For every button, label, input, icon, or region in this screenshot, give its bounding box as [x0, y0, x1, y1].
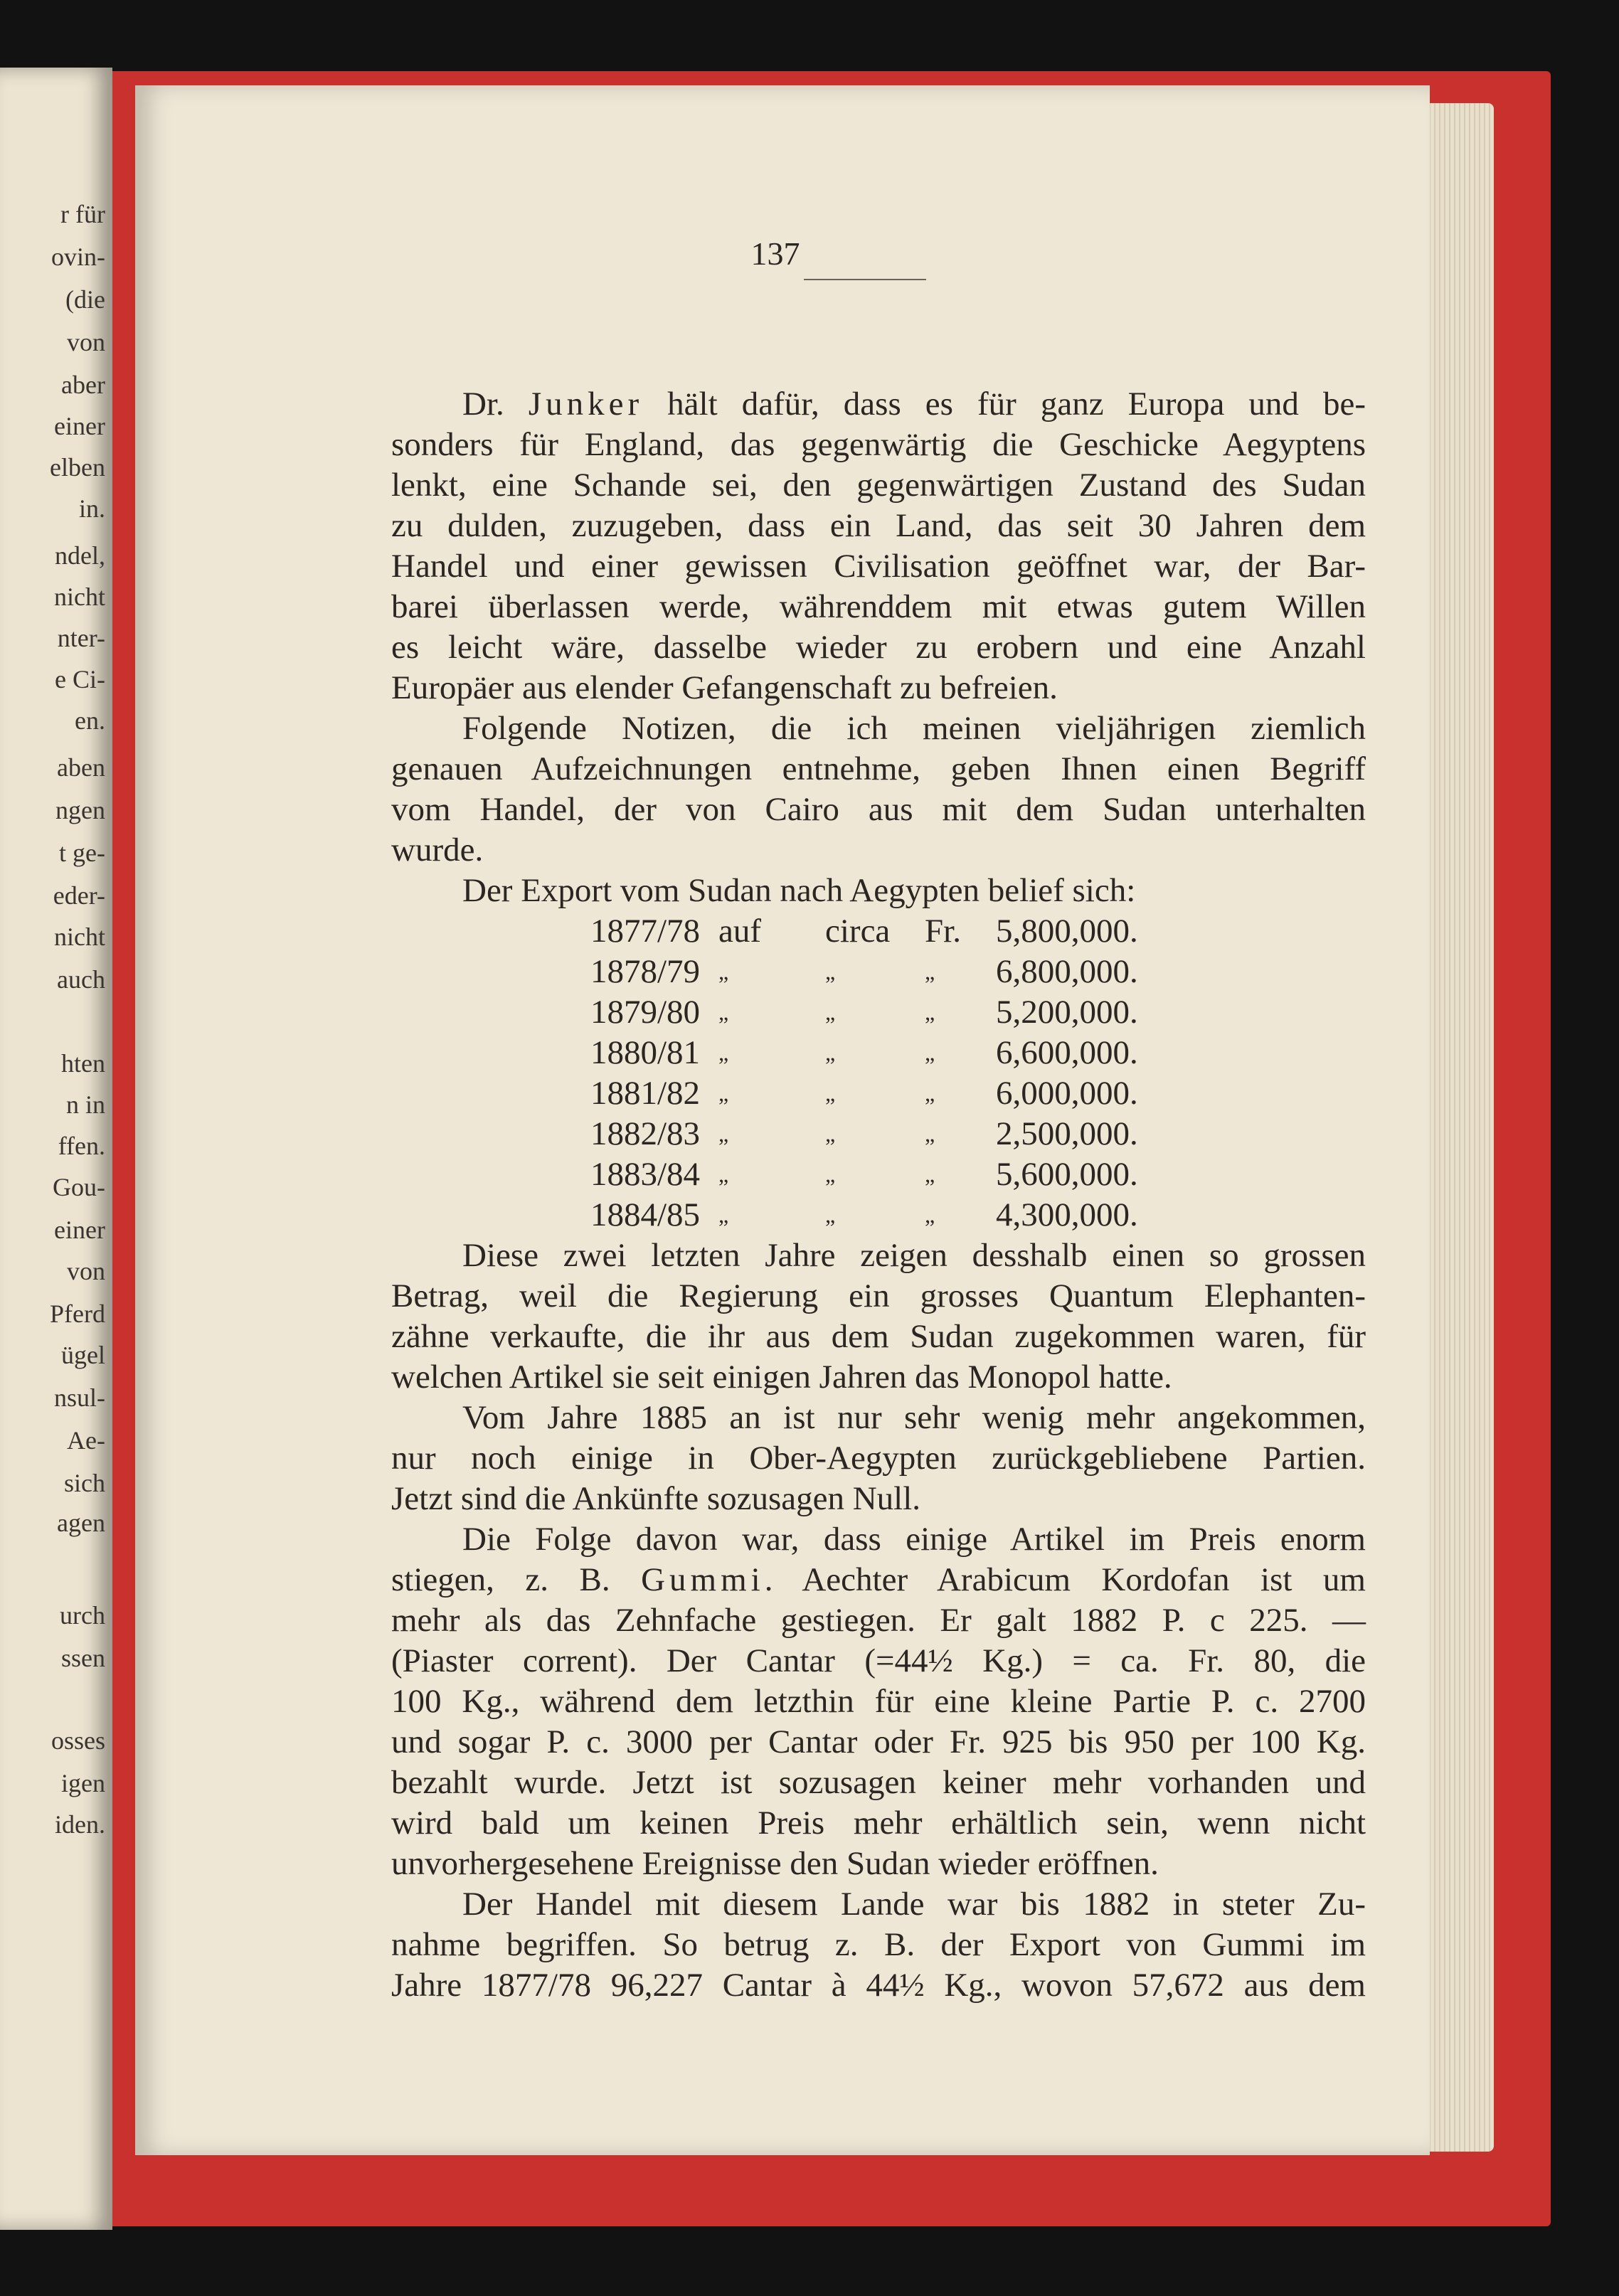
left-page-fragment: Ae- — [67, 1426, 105, 1455]
left-page-fragment: n in — [65, 1090, 105, 1119]
left-page-fragment: auch — [57, 965, 105, 994]
page-number: 137 — [750, 235, 800, 272]
text-line: wurde. — [391, 831, 484, 868]
left-page-fragment: osses — [51, 1726, 105, 1755]
export-cell-c2: „ — [825, 999, 836, 1025]
export-cell-c1: „ — [718, 1080, 729, 1106]
export-cell-c3: „ — [925, 999, 935, 1025]
export-row — [391, 1114, 1366, 1154]
paragraph-4 — [391, 1398, 1366, 1519]
export-cell-c3: „ — [925, 959, 935, 984]
left-page-fragment: nsul- — [54, 1383, 105, 1412]
export-cell-c1: „ — [718, 999, 729, 1025]
export-cell-amount: 5,800,000. — [996, 913, 1138, 950]
text-line: stiegen, z. B. Gummi. Aechter Arabicum Kordofan ist um — [391, 1561, 1366, 1598]
left-page-fragment: aber — [61, 371, 105, 399]
left-page-fragment: e Ci- — [55, 665, 105, 693]
text-line: Der Handel mit diesem Lande war bis 1882 in steter Zu- — [462, 1886, 1366, 1923]
text-line: zu dulden, zuzugeben, dass ein Land, das seit 30 Jahren dem — [391, 507, 1366, 544]
export-cell-c1: „ — [718, 1121, 729, 1147]
text-line: barei überlassen werde, währenddem mit etwas gutem Willen — [391, 588, 1366, 625]
export-cell-c3: „ — [925, 1121, 935, 1147]
left-page-fragment: agen — [57, 1509, 105, 1537]
text-line: Jahre 1877/78 96,227 Cantar à 44½ Kg., wovon 57,672 aus dem — [391, 1967, 1366, 2004]
text-line: wird bald um keinen Preis mehr erhältlich sein, wenn nicht — [391, 1805, 1366, 1841]
export-cell-c2: „ — [825, 1121, 836, 1147]
left-page-fragment: nicht — [54, 923, 105, 951]
text-line: Handel und einer gewissen Civilisation geöffnet war, der Bar- — [391, 548, 1366, 585]
page-text — [391, 384, 1366, 2006]
text-line: genauen Aufzeichnungen entnehme, geben Ihnen einen Begriff — [391, 750, 1366, 787]
export-cell-amount: 4,300,000. — [996, 1196, 1138, 1233]
export-cell-c3: „ — [925, 1162, 935, 1187]
export-cell-year: 1882/83 — [590, 1115, 701, 1152]
paragraph-3 — [391, 1235, 1366, 1398]
left-page-fragment: en. — [75, 706, 105, 735]
export-cell-year: 1883/84 — [590, 1156, 701, 1193]
paragraph-5 — [391, 1519, 1366, 1884]
left-page-fragment: eder- — [53, 881, 105, 910]
export-cell-year: 1884/85 — [590, 1196, 701, 1233]
left-facing-page — [0, 68, 112, 2230]
left-page-fragment: ffen. — [58, 1132, 105, 1160]
export-cell-amount: 6,600,000. — [996, 1034, 1138, 1071]
export-cell-c2: „ — [825, 1040, 836, 1065]
export-cell-year: 1879/80 — [590, 994, 701, 1031]
export-cell-c2: „ — [825, 1202, 836, 1228]
left-page-fragment: von — [67, 1257, 105, 1285]
text-line: nahme begriffen. So betrug z. B. der Export von Gummi im — [391, 1926, 1366, 1963]
export-cell-year: 1880/81 — [590, 1034, 701, 1071]
export-row — [391, 1033, 1366, 1073]
left-page-fragment: ovin- — [51, 243, 105, 271]
table-intro: Der Export vom Sudan nach Aegypten belief sich: — [462, 872, 1136, 909]
text-line: und sogar P. c. 3000 per Cantar oder Fr. 925 bis 950 per 100 Kg. — [391, 1723, 1366, 1760]
export-cell-c2: circa — [825, 913, 891, 950]
export-cell-c1: „ — [718, 1162, 729, 1187]
export-cell-c1: auf — [718, 913, 762, 950]
export-cell-c2: „ — [825, 959, 836, 984]
export-cell-c1: „ — [718, 1202, 729, 1228]
left-page-fragment: einer — [54, 412, 105, 440]
export-cell-c1: „ — [718, 1040, 729, 1065]
left-page-fragment: in. — [78, 494, 105, 523]
export-row — [391, 952, 1366, 992]
text-line: Jetzt sind die Ankünfte sozusagen Null. — [391, 1480, 921, 1517]
text-line: Diese zwei letzten Jahre zeigen desshalb einen so grossen — [462, 1237, 1366, 1274]
export-cell-amount: 6,800,000. — [996, 953, 1138, 990]
text-line: bezahlt wurde. Jetzt ist sozusagen keiner mehr vorhanden und — [391, 1764, 1366, 1801]
export-cell-amount: 5,200,000. — [996, 994, 1138, 1031]
export-cell-year: 1881/82 — [590, 1075, 701, 1112]
export-cell-amount: 6,000,000. — [996, 1075, 1138, 1112]
text-line: Die Folge davon war, dass einige Artikel im Preis enorm — [462, 1521, 1366, 1558]
left-page-fragment: hten — [61, 1049, 105, 1078]
left-page-fragment: elben — [50, 453, 105, 482]
export-row — [391, 992, 1366, 1033]
text-line: Folgende Notizen, die ich meinen vieljährigen ziemlich — [462, 710, 1366, 747]
text-line: Dr. Junker hält dafür, dass es für ganz Europa und be- — [462, 386, 1366, 422]
paragraph-6 — [391, 1884, 1366, 2006]
left-page-fragment: t ge- — [59, 839, 105, 867]
export-row — [391, 1154, 1366, 1195]
text-line: lenkt, eine Schande sei, den gegenwärtigen Zustand des Sudan — [391, 467, 1366, 504]
export-row — [391, 911, 1366, 952]
export-cell-amount: 2,500,000. — [996, 1115, 1138, 1152]
export-cell-c2: „ — [825, 1080, 836, 1106]
text-line: Europäer aus elender Gefangenschaft zu befreien. — [391, 669, 1058, 706]
export-cell-c3: Fr. — [925, 913, 961, 950]
text-line: nur noch einige in Ober-Aegypten zurückgebliebene Partien. — [391, 1440, 1366, 1477]
text-line: Betrag, weil die Regierung ein grosses Quantum Elephanten- — [391, 1277, 1366, 1314]
text-line: (Piaster corrent). Der Cantar (=44½ Kg.) = ca. Fr. 80, die — [391, 1642, 1366, 1679]
left-page-fragment: Pferd — [50, 1300, 105, 1328]
export-cell-c1: „ — [718, 959, 729, 984]
left-page-fragment: einer — [54, 1216, 105, 1244]
export-table — [391, 911, 1366, 1235]
text-line: Vom Jahre 1885 an ist nur sehr wenig mehr angekommen, — [462, 1399, 1366, 1436]
text-line: mehr als das Zehnfache gestiegen. Er galt 1882 P. c 225. — — [391, 1602, 1366, 1639]
text-line: zähne verkaufte, die ihr aus dem Sudan zugekommen waren, für — [391, 1318, 1366, 1355]
left-page-fragment: von — [67, 328, 105, 356]
left-page-fragment: sich — [64, 1469, 105, 1497]
left-page-fragment: r für — [60, 200, 105, 228]
left-page-fragment: ssen — [61, 1644, 105, 1672]
left-page-fragment: ngen — [55, 796, 105, 824]
text-line: welchen Artikel sie seit einigen Jahren das Monopol hatte. — [391, 1359, 1172, 1396]
left-page-fragment: nicht — [54, 583, 105, 611]
text-line: unvorhergesehene Ereignisse den Sudan wieder eröffnen. — [391, 1845, 1159, 1882]
text-line: es leicht wäre, dasselbe wieder zu erobern und eine Anzahl — [391, 629, 1366, 666]
left-page-fragment: nter- — [57, 624, 105, 652]
left-page-fragment: urch — [60, 1601, 105, 1630]
paragraph-2 — [391, 708, 1366, 871]
text-line: vom Handel, der von Cairo aus mit dem Sudan unterhalten — [391, 791, 1366, 828]
export-cell-c3: „ — [925, 1080, 935, 1106]
export-cell-c2: „ — [825, 1162, 836, 1187]
export-cell-amount: 5,600,000. — [996, 1156, 1138, 1193]
text-line: sonders für England, das gegenwärtig die Geschicke Aegyptens — [391, 426, 1366, 463]
export-cell-c3: „ — [925, 1202, 935, 1228]
export-row — [391, 1073, 1366, 1114]
left-page-fragment: ndel, — [55, 541, 105, 570]
left-page-fragment: (die — [65, 285, 105, 314]
text-line: 100 Kg., während dem letzthin für eine kleine Partie P. c. 2700 — [391, 1683, 1366, 1720]
export-cell-year: 1878/79 — [590, 953, 701, 990]
book-page — [135, 85, 1430, 2155]
left-page-fragment: Gou- — [53, 1173, 105, 1201]
export-row — [391, 1195, 1366, 1235]
left-page-fragment: ügel — [61, 1341, 105, 1369]
paragraph-1 — [391, 384, 1366, 708]
export-cell-c3: „ — [925, 1040, 935, 1065]
export-cell-year: 1877/78 — [590, 913, 701, 950]
left-page-fragment: aben — [57, 753, 105, 782]
page-number-rule — [804, 279, 926, 280]
left-page-fragment: igen — [61, 1769, 105, 1797]
left-page-fragment: iden. — [55, 1810, 105, 1839]
